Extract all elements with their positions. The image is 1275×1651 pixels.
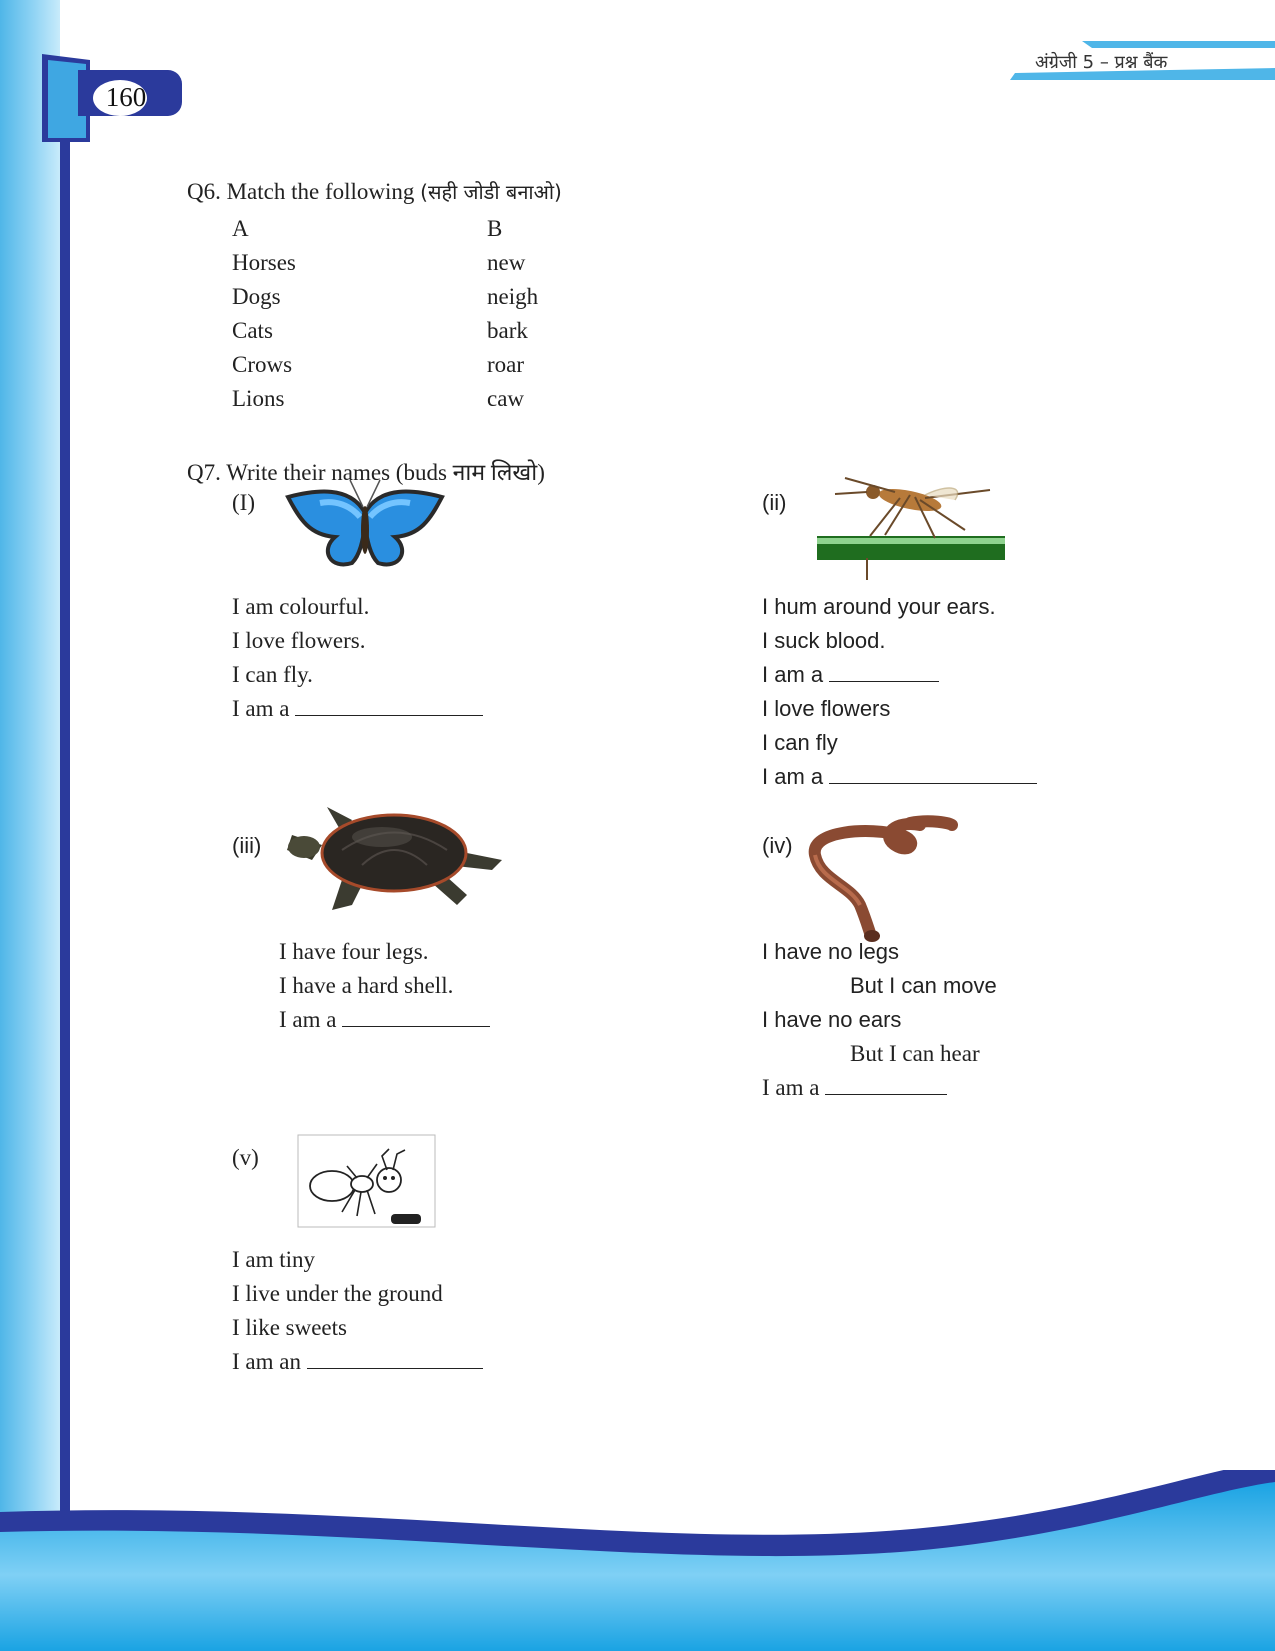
- blank-prefix: I am a: [279, 1007, 337, 1032]
- answer-blank[interactable]: [307, 1350, 483, 1369]
- clue-line: I suck blood.: [762, 628, 886, 653]
- q6-a-item: Horses: [232, 250, 296, 275]
- q6-title: Q6. Match the following: [187, 179, 415, 204]
- q6-a-item: Dogs: [232, 284, 281, 309]
- answer-blank[interactable]: [829, 663, 939, 682]
- clue-line: I like sweets: [232, 1315, 347, 1340]
- q6-a-item: Lions: [232, 386, 285, 411]
- snake-image: [800, 815, 960, 945]
- q6-b-item: neigh: [487, 284, 539, 309]
- left-decor-band: [0, 0, 60, 1651]
- clue-line: I can fly: [762, 730, 838, 755]
- blank-prefix: I am a: [232, 696, 290, 721]
- bottom-wave: [0, 1470, 1275, 1651]
- q7-item-label: (iv): [762, 833, 793, 858]
- q6-b-item: caw: [487, 386, 525, 411]
- q6-a-item: Cats: [232, 318, 273, 343]
- butterfly-image: [280, 475, 450, 575]
- clue-line: I have four legs.: [279, 939, 429, 964]
- answer-blank[interactable]: [829, 765, 1037, 784]
- mosquito-image: [815, 470, 1005, 580]
- blank-prefix: I am a: [762, 662, 824, 687]
- q7-title: Q7. Write their names (buds नाम लिखो): [187, 460, 545, 485]
- page-number: 160: [105, 82, 147, 112]
- ant-image: [297, 1134, 437, 1229]
- answer-blank[interactable]: [825, 1076, 947, 1095]
- q7-item-label: (ii): [762, 490, 787, 515]
- clue-line: I have no legs: [762, 939, 899, 964]
- clue-line: I am tiny: [232, 1247, 316, 1272]
- q7-item-3-text: [279, 935, 490, 1037]
- q6-col-b-header: B: [487, 216, 503, 241]
- clue-line: I love flowers.: [232, 628, 366, 653]
- answer-blank[interactable]: [295, 697, 483, 716]
- clue-line: I can fly.: [232, 662, 313, 687]
- q6-column-b: [487, 212, 538, 416]
- q6-column-a: [232, 212, 296, 416]
- q7-item-4-text: [762, 935, 997, 1105]
- q6-b-item: bark: [487, 318, 528, 343]
- answer-blank[interactable]: [342, 1008, 490, 1027]
- clue-line: But I can move: [850, 973, 997, 998]
- clue-line: I have no ears: [762, 1007, 902, 1032]
- turtle-image: [282, 805, 507, 925]
- page-header: अंग्रेजी 5 – प्रश्न बैंक: [1035, 52, 1168, 73]
- q6-b-item: roar: [487, 352, 525, 377]
- q7-item-5-text: [232, 1243, 483, 1379]
- blank-prefix: I am an: [232, 1349, 301, 1374]
- clue-line: I live under the ground: [232, 1281, 443, 1306]
- clue-line: But I can hear: [850, 1041, 980, 1066]
- clue-line: I hum around your ears.: [762, 594, 996, 619]
- q6-title-hindi: (सही जोडी बनाओ): [420, 180, 562, 204]
- blank-prefix: I am a: [762, 764, 824, 789]
- q7-item-label: (v): [232, 1145, 259, 1170]
- clue-line: I have a hard shell.: [279, 973, 454, 998]
- clue-line: I love flowers: [762, 696, 891, 721]
- q7-item-2-text: [762, 590, 1037, 794]
- clue-line: I am colourful.: [232, 594, 370, 619]
- q7-item-label: (iii): [232, 833, 262, 858]
- q6-b-item: new: [487, 250, 526, 275]
- q7-item-label: (I): [232, 490, 255, 515]
- q7-item-1-text: [232, 590, 483, 726]
- q6-heading: [187, 178, 562, 205]
- q6-a-item: Crows: [232, 352, 293, 377]
- blank-prefix: I am a: [762, 1075, 820, 1100]
- left-decor-stripe: [60, 140, 70, 1520]
- q6-col-a-header: A: [232, 216, 249, 241]
